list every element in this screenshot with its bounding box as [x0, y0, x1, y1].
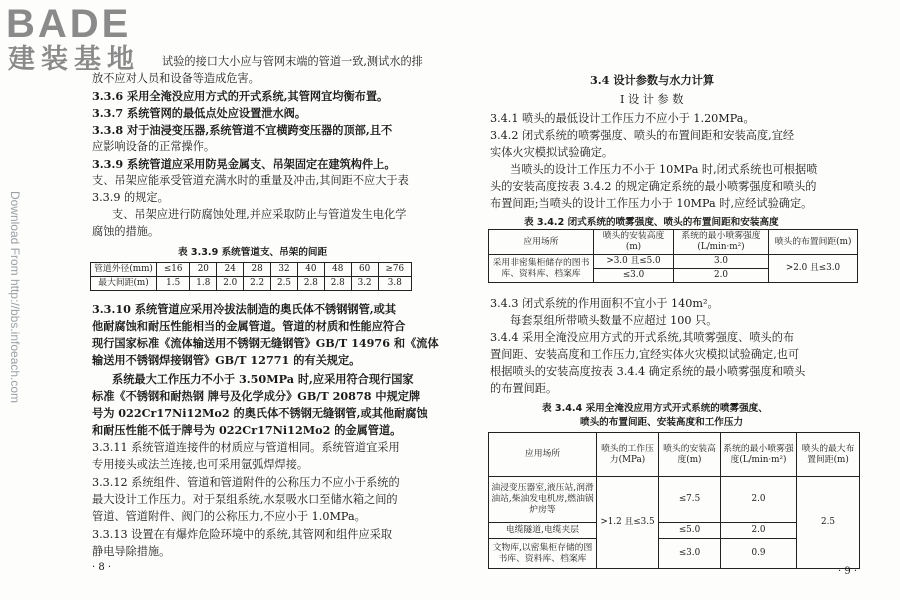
section-title: 3.4 设计参数与水力计算 [590, 73, 715, 87]
table-cell: 2.0 [674, 269, 769, 283]
table-cell: ≤16 [157, 263, 190, 277]
text-line: 系统最大工作压力不小于 3.50MPa 时,应采用符合现行国家 [112, 372, 414, 386]
clause-3-3-13: 3.3.13 设置在有爆炸危险环境中的系统,其管网和组件应采取 [92, 528, 393, 541]
table-3-4-2 [488, 229, 858, 283]
table-cell: 2.2 [244, 277, 271, 291]
clause-3-3-11: 3.3.11 系统管道连接件的材质应与管道相同。系统管道宜采用 [92, 441, 400, 454]
table-row [489, 477, 860, 523]
clause-3-3-6: 3.3.6 采用全淹没应用方式的开式系统,其管网宜均衡布置。 [92, 89, 389, 103]
text-line: 根据喷头的安装高度按表 3.4.4 确定系统的最小喷雾强度和喷头 [490, 365, 806, 378]
text-line: 支、吊架应能承受管道充满水时的重量及冲击,其间距不应大于表 [92, 174, 409, 187]
table-cell: ≥76 [378, 263, 411, 277]
table-3-3-9 [90, 262, 412, 291]
text-line: 管道、管道附件、阀门的公称压力,不应小于 1.0MPa。 [92, 510, 366, 523]
table-header: 喷头的布置间距(m) [769, 230, 858, 255]
table-row [91, 277, 412, 291]
logo-sub-text: 建装基地 [8, 44, 140, 75]
table-header: 系统的最小喷雾强度(L/min·m²) [721, 433, 797, 477]
table-header-row [489, 433, 860, 477]
table-3-4-4 [488, 432, 860, 569]
clause-3-3-8: 3.3.8 对于油浸变压器,系统管道不宜横跨变压器的顶部,且不 [92, 123, 393, 137]
text-line: 当喷头的设计工作压力不小于 10MPa 时,闭式系统也可根据喷 [510, 163, 818, 176]
text-line: 布置间距;当喷头的设计工作压力小于 10MPa 时,应经试验确定。 [490, 197, 813, 210]
table-cell: >2.0 且≤3.0 [769, 255, 858, 283]
table-cell: >3.0 且≤5.0 [594, 255, 674, 269]
table-header: 喷头的安装高度(m) [594, 230, 674, 255]
text-line: 放不应对人员和设备等造成危害。 [92, 72, 260, 85]
table-cell: 1.8 [190, 277, 217, 291]
table-3-3-9-caption: 表 3.3.9 系统管道支、吊架的间距 [178, 247, 328, 258]
table-header: 系统的最小喷雾强度(L/min·m²) [674, 230, 769, 255]
table-cell: 3.0 [674, 255, 769, 269]
text-line: 支、吊架应进行防腐蚀处理,并应采取防止与管道发生电化学 [112, 208, 407, 221]
table-cell: 32 [271, 263, 298, 277]
text-line: 3.3.9 的规定。 [92, 191, 169, 204]
table-cell: ≤3.0 [594, 269, 674, 283]
table-cell: 24 [217, 263, 244, 277]
text-line: 的布置间距。 [490, 382, 558, 395]
text-line: 应影响设备的正常操作。 [92, 140, 216, 153]
table-cell: 2.0 [217, 277, 244, 291]
right-page [450, 0, 900, 600]
text-line: 和耐压性能不低于牌号为 022Cr17Ni12Mo2 的金属管道。 [92, 423, 402, 437]
clause-3-4-2: 3.4.2 闭式系统的喷雾强度、喷头的布置间距和安装高度,宜经 [490, 129, 795, 142]
table-header-row [489, 230, 858, 255]
table-cell: >1.2 且≤3.5 [597, 477, 659, 569]
text-line: 头的安装高度按表 3.4.2 的规定确定系统的最小喷雾强度和喷头的 [490, 180, 817, 193]
text-line: 试验的接口大小应与管网末端的管道一致,测试水的排 [162, 55, 423, 68]
clause-3-4-3: 3.4.3 闭式系统的作用面积不宜小于 140m²。 [490, 297, 719, 310]
table-header: 应用场所 [489, 433, 597, 477]
table-cell: 60 [351, 263, 378, 277]
table-cell: 2.0 [721, 523, 797, 539]
page-number: · 9 · [838, 566, 858, 577]
text-line: 输送用不锈钢焊接钢管》GB/T 12771 的有关规定。 [92, 353, 361, 367]
table-3-4-4-caption-line1: 表 3.4.4 采用全淹没应用方式开式系统的喷雾强度、 [542, 403, 768, 414]
table-header: 喷头的安装高度(m) [659, 433, 721, 477]
text-line: 实体火灾模拟试验确定。 [490, 146, 614, 159]
table-cell: 40 [297, 263, 324, 277]
table-cell: 电缆隧道,电缆夹层 [489, 523, 597, 539]
table-header: 喷头的最大布置间距(m) [797, 433, 860, 477]
text-line: 静电导除措施。 [92, 545, 171, 558]
clause-3-4-4: 3.4.4 采用全淹没应用方式的开式系统,其喷雾强度、喷头的布 [490, 331, 795, 344]
logo-main-text: BADE [6, 2, 132, 46]
table-cell: ≤3.0 [659, 539, 721, 569]
table-cell: 2.0 [721, 477, 797, 523]
table-cell: 2.8 [324, 277, 351, 291]
text-line: 号为 022Cr17Ni12Mo2 的奥氏体不锈钢无缝钢管,或其他耐腐蚀 [92, 406, 428, 420]
text-line: 最大设计工作压力。对于泵组系统,水泵吸水口至储水箱之间的 [92, 493, 398, 506]
text-line: 专用接头或法兰连接,也可采用氩弧焊焊接。 [92, 458, 309, 471]
text-line: 腐蚀的措施。 [92, 225, 160, 238]
table-cell: 48 [324, 263, 351, 277]
clause-3-3-7: 3.3.7 系统管网的最低点处应设置泄水阀。 [92, 106, 307, 120]
text-line: 置间距、安装高度和工作压力,宜经实体火灾模拟试验确定,也可 [490, 348, 800, 361]
table-cell: 文物库,以密集柜存储的图书库、资料库、档案库 [489, 539, 597, 569]
text-line: 每套泵组所带喷头数量不应超过 100 只。 [510, 314, 718, 327]
table-cell: 20 [190, 263, 217, 277]
table-cell: 2.8 [297, 277, 324, 291]
subsection-title: Ⅰ 设 计 参 数 [620, 93, 684, 106]
table-row [91, 263, 412, 277]
table-cell: ≤5.0 [659, 523, 721, 539]
clause-3-4-1: 3.4.1 喷头的最低设计工作压力不应小于 1.20MPa。 [490, 112, 755, 125]
table-cell: ≤7.5 [659, 477, 721, 523]
clause-3-3-12: 3.3.12 系统组件、管道和管道附件的公称压力不应小于系统的 [92, 476, 400, 489]
clause-3-3-9: 3.3.9 系统管道应采用防晃金属支、吊架固定在建筑构件上。 [92, 157, 396, 171]
table-row [489, 255, 858, 269]
text-line: 标准《不锈钢和耐热钢 牌号及化学成分》GB/T 20878 中规定牌 [92, 389, 421, 403]
table-cell: 28 [244, 263, 271, 277]
table-cell: 2.5 [797, 477, 860, 569]
table-cell: 0.9 [721, 539, 797, 569]
clause-3-3-10: 3.3.10 系统管道应采用冷拔法制造的奥氏体不锈钢钢管,或其 [92, 302, 397, 316]
page-number: · 8 · [92, 562, 112, 573]
table-header: 应用场所 [489, 230, 594, 255]
table-cell: 油浸变压器室,液压站,润滑油站,柴油发电机房,燃油锅炉房等 [489, 477, 597, 523]
table-cell: 3.8 [378, 277, 411, 291]
text-line: 现行国家标准《流体输送用不锈钢无缝钢管》GB/T 14976 和《流体 [92, 336, 439, 350]
table-header: 喷头的工作压力(MPa) [597, 433, 659, 477]
table-cell: 2.5 [271, 277, 298, 291]
download-watermark: Download From http://bbs.infoeach.com [8, 190, 22, 404]
table-cell: 最大间距(m) [91, 277, 157, 291]
table-3-4-2-caption: 表 3.4.2 闭式系统的喷雾强度、喷头的布置间距和安装高度 [524, 217, 779, 228]
table-3-4-4-caption-line2: 喷头的布置间距、安装高度和工作压力 [580, 417, 744, 428]
text-line: 他耐腐蚀和耐压性能相当的金属管道。管道的材质和性能应符合 [92, 319, 406, 333]
table-cell: 3.2 [351, 277, 378, 291]
table-cell: 管道外径(mm) [91, 263, 157, 277]
table-cell: 采用非密集柜储存的图书库、资料库、档案库 [489, 255, 594, 283]
table-cell: 1.5 [157, 277, 190, 291]
